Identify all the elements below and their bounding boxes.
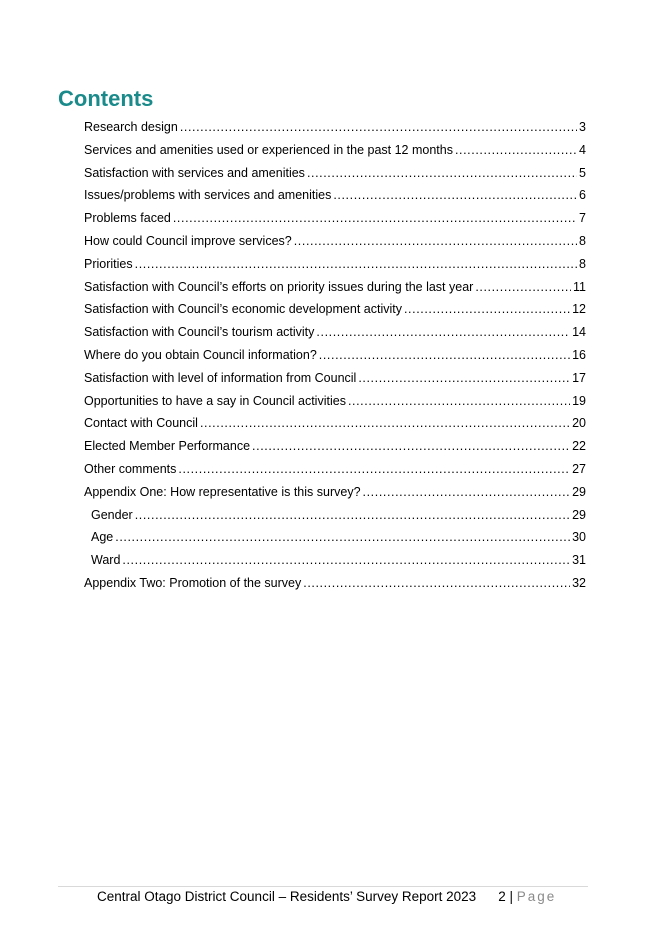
toc-leader-dots xyxy=(135,504,570,527)
toc-entry-label: Research design xyxy=(84,120,178,134)
toc-entry-page: 11 xyxy=(573,279,586,294)
toc-entry[interactable] xyxy=(84,139,586,162)
toc-leader-dots xyxy=(115,526,570,549)
toc-entry-page: 5 xyxy=(579,165,586,180)
toc-entry[interactable] xyxy=(84,390,586,413)
footer-page-number: 2 xyxy=(498,889,506,904)
toc-leader-dots xyxy=(122,549,570,572)
toc-entry[interactable] xyxy=(84,207,586,230)
toc-leader-dots xyxy=(348,390,570,413)
toc-leader-dots xyxy=(316,321,570,344)
toc-entry[interactable] xyxy=(84,435,586,458)
toc-entry-label: Other comments xyxy=(84,461,177,476)
toc-leader-dots xyxy=(333,184,577,207)
toc-entry[interactable] xyxy=(84,276,586,299)
toc-entry[interactable] xyxy=(84,481,586,504)
toc-leader-dots xyxy=(173,207,577,230)
toc-entry-page: 7 xyxy=(579,211,586,226)
toc-entry[interactable] xyxy=(84,253,586,276)
toc-leader-dots xyxy=(358,367,570,390)
toc-entry-label: Problems faced xyxy=(84,211,171,226)
footer-divider xyxy=(58,886,588,887)
toc-leader-dots xyxy=(363,481,571,504)
toc-entry-page: 14 xyxy=(572,325,586,340)
toc-entry[interactable] xyxy=(84,504,586,527)
toc-entry-page: 8 xyxy=(579,256,586,271)
toc-leader-dots xyxy=(307,162,577,185)
toc-entry-page: 20 xyxy=(572,416,586,431)
toc-leader-dots xyxy=(475,276,571,299)
toc-leader-dots xyxy=(135,253,577,276)
toc-entry-page: 6 xyxy=(579,188,586,203)
toc-leader-dots xyxy=(319,344,570,367)
toc-entry-page: 29 xyxy=(572,484,586,499)
toc-entry-label: Satisfaction with Council’s economic development activity xyxy=(84,302,402,317)
toc-entry-page: 12 xyxy=(572,302,586,317)
toc-entry-page: 31 xyxy=(572,553,586,568)
toc-entry-page: 30 xyxy=(572,530,586,545)
toc-entry-label: Ward xyxy=(91,553,121,568)
toc-entry-label: Appendix Two: Promotion of the survey xyxy=(84,575,302,590)
toc-entry-page: 19 xyxy=(572,393,586,408)
toc-entry-label: How could Council improve services? xyxy=(84,233,292,248)
toc-entry[interactable] xyxy=(84,526,586,549)
toc-entry[interactable] xyxy=(84,412,586,435)
toc-entry-page: 17 xyxy=(572,370,586,385)
toc-leader-dots xyxy=(455,139,577,162)
toc-entry[interactable] xyxy=(84,230,586,253)
page-title: Contents xyxy=(58,86,154,111)
toc-entry-label: Satisfaction with services and amenities xyxy=(84,165,305,180)
toc-entry-label: Services and amenities used or experienced in the past 12 months xyxy=(84,142,453,157)
toc-leader-dots xyxy=(180,116,577,139)
toc-entry[interactable] xyxy=(84,549,586,572)
toc-entry-page: 4 xyxy=(579,142,586,157)
toc-entry[interactable] xyxy=(84,298,586,321)
footer xyxy=(97,889,556,904)
toc-entry-label: Appendix One: How representative is this survey? xyxy=(84,484,361,499)
footer-page-word: Page xyxy=(516,889,557,904)
toc-entry-page: 3 xyxy=(579,120,586,134)
toc-entry[interactable] xyxy=(84,458,586,481)
table-of-contents xyxy=(84,116,586,595)
footer-separator: | xyxy=(509,889,513,904)
toc-entry-label: Satisfaction with level of information from Council xyxy=(84,370,357,385)
toc-entry-page: 22 xyxy=(572,439,586,454)
toc-entry[interactable] xyxy=(84,184,586,207)
toc-entry[interactable] xyxy=(84,572,586,595)
toc-leader-dots xyxy=(178,458,570,481)
toc-entry-label: Gender xyxy=(91,507,133,522)
toc-entry-label: Issues/problems with services and amenities xyxy=(84,188,332,203)
toc-entry-label: Age xyxy=(91,530,114,545)
toc-entry-label: Contact with Council xyxy=(84,416,198,431)
toc-entry-label: Priorities xyxy=(84,256,133,271)
toc-leader-dots xyxy=(303,572,570,595)
toc-entry[interactable] xyxy=(84,321,586,344)
toc-entry-page: 32 xyxy=(572,575,586,590)
footer-title: Central Otago District Council – Residents’ Survey Report 2023 xyxy=(97,889,477,904)
toc-entry[interactable] xyxy=(84,367,586,390)
toc-entry-page: 8 xyxy=(579,233,586,248)
toc-entry-page: 27 xyxy=(572,461,586,476)
toc-entry[interactable] xyxy=(84,162,586,185)
toc-entry-page: 16 xyxy=(572,347,586,362)
toc-entry[interactable] xyxy=(84,116,586,139)
toc-leader-dots xyxy=(252,435,570,458)
toc-entry-label: Opportunities to have a say in Council activities xyxy=(84,393,346,408)
toc-leader-dots xyxy=(200,412,570,435)
toc-leader-dots xyxy=(294,230,577,253)
toc-entry-label: Where do you obtain Council information? xyxy=(84,347,317,362)
toc-entry[interactable] xyxy=(84,344,586,367)
toc-entry-page: 29 xyxy=(572,507,586,522)
toc-entry-label: Elected Member Performance xyxy=(84,439,251,454)
toc-entry-label: Satisfaction with Council’s tourism activity xyxy=(84,325,315,340)
toc-entry-label: Satisfaction with Council’s efforts on priority issues during the last year xyxy=(84,279,474,294)
toc-leader-dots xyxy=(404,298,570,321)
